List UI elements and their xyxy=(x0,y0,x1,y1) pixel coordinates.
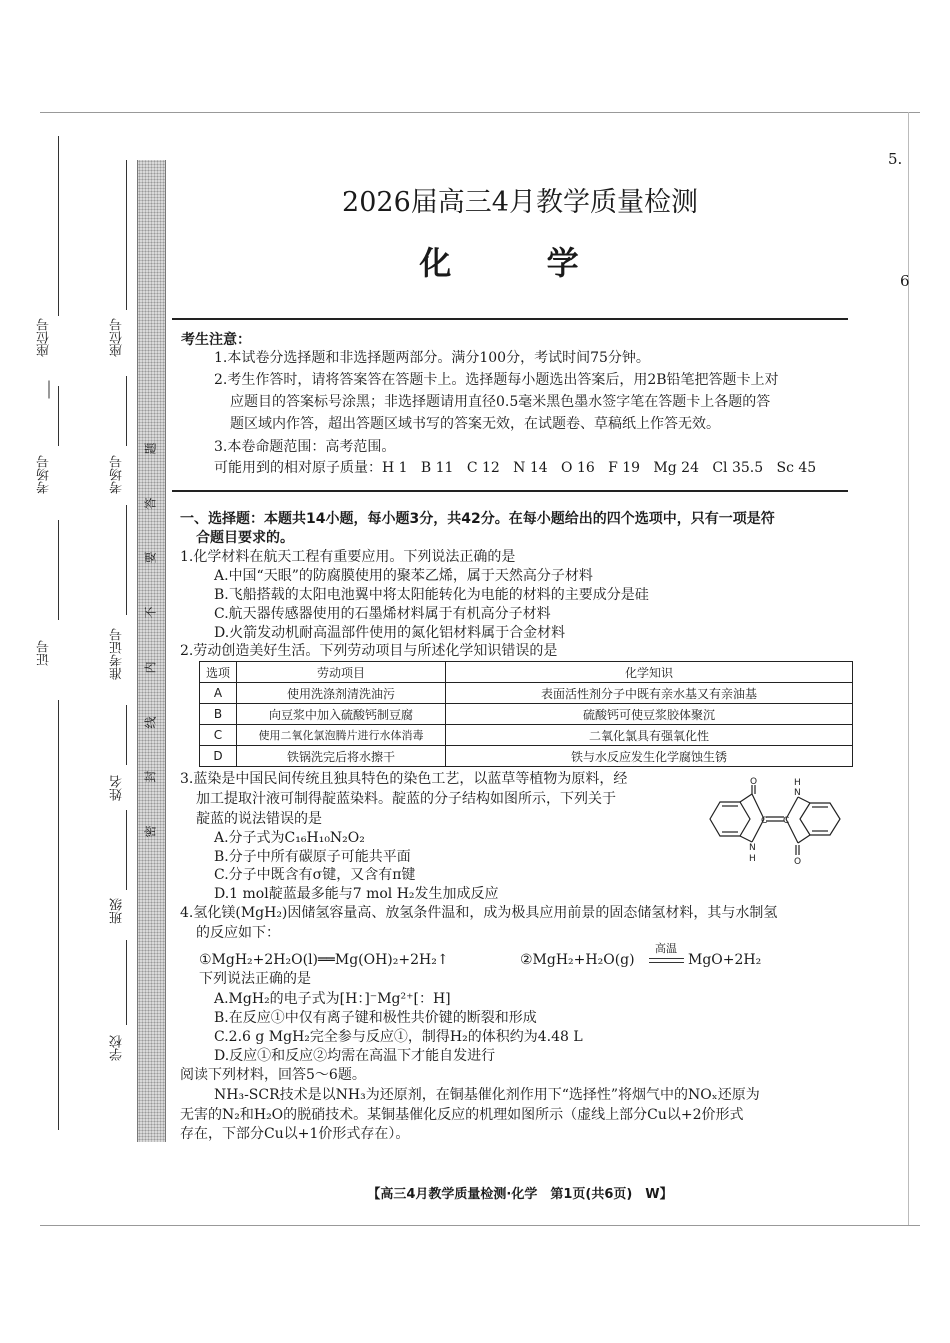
atom-label: N xyxy=(794,788,801,798)
class-label: 班级 xyxy=(110,898,125,924)
table-header: 选项 xyxy=(200,662,237,683)
seal-char: 不 xyxy=(143,606,158,619)
q4-reaction-1: ①MgH₂+2H₂O(l)══Mg(OH)₂+2H₂↑ xyxy=(199,952,449,968)
section-heading: 一、选择题：本题共14小题，每小题3分，共42分。在每小题给出的四个选项中，只有一项是符 xyxy=(180,511,775,527)
notice-item: 3.本卷命题范围：高考范围。 xyxy=(214,439,396,455)
atom-label: H xyxy=(749,854,756,864)
table-header: 化学知识 xyxy=(446,662,853,683)
table-row xyxy=(200,704,853,725)
seal-char: 线 xyxy=(143,716,158,729)
indigo-structure xyxy=(700,775,850,870)
q4-option-c[interactable]: C.2.6 g MgH₂完全参与反应①，制得H₂的体积约为4.48 L xyxy=(214,1029,583,1045)
table-cell: A xyxy=(200,683,237,704)
seal-char: 封 xyxy=(143,770,158,783)
notice-item: 题区域内作答，超出答题区域书写的答案无效，在试题卷、草稿纸上作答无效。 xyxy=(230,416,720,432)
reading-paragraph: 无害的N₂和H₂O的脱硝技术。某铜基催化反应的机理如图所示（虚线上部分Cu以+2价形式 xyxy=(180,1107,744,1123)
seal-text xyxy=(137,440,164,840)
seal-char: 密 xyxy=(143,825,158,838)
seat-field-outer[interactable] xyxy=(58,136,59,316)
q1-option-a[interactable]: A.中国“天眼”的防腐膜使用的聚苯乙烯，属于天然高分子材料 xyxy=(214,568,593,584)
q4-option-d[interactable]: D.反应①和反应②均需在高温下才能自发进行 xyxy=(214,1048,496,1064)
q3-option-b[interactable]: B.分子中所有碳原子可能共平面 xyxy=(214,849,411,865)
admission-field[interactable] xyxy=(126,505,127,615)
notice-rule xyxy=(172,490,848,492)
atom-label: C xyxy=(783,816,790,826)
table-row xyxy=(200,683,853,704)
q3-stem-3: 靛蓝的说法错误的是 xyxy=(196,811,322,827)
seat-label-outer: 座位号 xyxy=(37,318,52,357)
q4-condition: 高温 xyxy=(655,942,677,955)
table-cell: 向豆浆中加入硫酸钙制豆腐 xyxy=(237,704,446,725)
name-field-outer[interactable] xyxy=(58,700,59,1130)
seat-label-inner: 座位号 xyxy=(110,318,125,357)
seal-char: 内 xyxy=(143,661,158,674)
bottom-edge xyxy=(40,1225,920,1226)
seat-line-outer[interactable] xyxy=(49,381,50,399)
id-label-outer: 证号 xyxy=(37,640,52,666)
exam-room-label-inner: 考场号 xyxy=(110,455,125,494)
q2-stem: 2.劳动创造美好生活。下列劳动项目与所述化学知识错误的是 xyxy=(180,643,558,659)
page-footer: 【高三4月教学质量检测·化学 第1页(共6页) W】 xyxy=(367,1187,673,1202)
corner-mark-5: 5. xyxy=(888,150,903,168)
right-benzene-ring xyxy=(800,803,840,835)
corner-mark-6: 6 xyxy=(900,272,910,290)
school-field[interactable] xyxy=(126,940,127,1025)
q1-option-d[interactable]: D.火箭发动机耐高温部件使用的氮化铝材料属于合金材料 xyxy=(214,625,566,641)
id-field-outer[interactable] xyxy=(58,520,59,620)
q1-option-c[interactable]: C.航天器传感器使用的石墨烯材料属于有机高分子材料 xyxy=(214,606,551,622)
section-heading-cont: 合题目要求的。 xyxy=(196,530,294,546)
notice-item: 2.考生作答时，请将答案答在答题卡上。选择题每小题选出答案后，用2B铅笔把答题卡上对 xyxy=(214,372,779,388)
notice-heading: 考生注意： xyxy=(181,332,251,348)
seal-char: 题 xyxy=(143,442,158,455)
table-cell: 铁锅洗完后将水擦干 xyxy=(237,746,446,767)
exam-room-field-inner[interactable] xyxy=(126,376,127,446)
reading-paragraph: NH₃-SCR技术是以NH₃为还原剂，在铜基催化剂作用下“选择性”将烟气中的NOₓ还原为 xyxy=(214,1087,760,1103)
name-field[interactable] xyxy=(126,705,127,765)
exam-room-field-outer[interactable] xyxy=(58,386,59,446)
q3-option-d[interactable]: D.1 mol靛蓝最多能与7 mol H₂发生加成反应 xyxy=(214,886,499,902)
notice-item: 1.本试卷分选择题和非选择题两部分。满分100分，考试时间75分钟。 xyxy=(214,350,650,366)
atom-label: N xyxy=(749,843,756,853)
seal-char: 答 xyxy=(143,497,158,510)
q4-equals-bottom xyxy=(649,962,684,963)
seat-field-inner[interactable] xyxy=(126,160,127,310)
reading-intro: 阅读下列材料，回答5～6题。 xyxy=(180,1067,366,1083)
table-cell: D xyxy=(200,746,237,767)
q3-stem-1: 3.蓝染是中国民间传统且独具特色的染色工艺，以蓝草等植物为原料，经 xyxy=(180,771,628,787)
exam-room-label-outer: 考场号 xyxy=(37,455,52,494)
table-cell: B xyxy=(200,704,237,725)
table-cell: 二氧化氯具有强氧化性 xyxy=(446,725,853,746)
q2-table xyxy=(199,661,853,767)
table-cell: 使用洗涤剂清洗油污 xyxy=(237,683,446,704)
reading-paragraph: 存在，下部分Cu以+1价形式存在）。 xyxy=(180,1126,410,1142)
school-label: 学校 xyxy=(110,1035,125,1061)
admission-label: 准考证号 xyxy=(110,628,125,680)
table-cell: 表面活性剂分子中既有亲水基又有亲油基 xyxy=(446,683,853,704)
table-row xyxy=(200,746,853,767)
table-header: 劳动项目 xyxy=(237,662,446,683)
q4-stem-2: 的反应如下： xyxy=(196,925,280,941)
q4-ask: 下列说法正确的是 xyxy=(199,971,311,987)
table-cell: C xyxy=(200,725,237,746)
q3-stem-2: 加工提取汁液可制得靛蓝染料。靛蓝的分子结构如图所示，下列关于 xyxy=(196,791,616,807)
q4-option-b[interactable]: B.在反应①中仅有离子键和极性共价键的断裂和形成 xyxy=(214,1010,537,1026)
table-row xyxy=(200,725,853,746)
seal-char: 要 xyxy=(143,551,158,564)
q4-equals-top xyxy=(649,958,684,959)
q4-option-a[interactable]: A.MgH₂的电子式为[H：]⁻Mg²⁺[：H] xyxy=(214,991,451,1007)
table-cell: 使用二氧化氯泡腾片进行水体消毒 xyxy=(237,725,446,746)
exam-title: 2026届高三4月教学质量检测 xyxy=(342,187,698,218)
atomic-masses: 可能用到的相对原子质量：H 1 B 11 C 12 N 14 O 16 F 19 Mg 24 Cl 35.5 Sc 45 xyxy=(214,460,817,476)
atom-label: O xyxy=(750,777,758,787)
q3-option-c[interactable]: C.分子中既含有σ键，又含有π键 xyxy=(214,867,416,883)
left-benzene-ring xyxy=(710,802,750,836)
q1-stem: 1.化学材料在航天工程有重要应用。下列说法正确的是 xyxy=(180,549,516,565)
header-rule xyxy=(172,318,848,320)
atom-label: H xyxy=(794,778,801,788)
q4-reaction-2b: MgO+2H₂ xyxy=(688,952,762,968)
q4-stem-1: 4.氢化镁(MgH₂)因储氢容量高、放氢条件温和，成为极具应用前景的固态储氢材料，其与水制氢 xyxy=(180,905,778,921)
table-header-row xyxy=(200,662,853,683)
top-edge xyxy=(40,112,920,113)
class-field[interactable] xyxy=(126,810,127,890)
table-cell: 硫酸钙可使豆浆胶体聚沉 xyxy=(446,704,853,725)
q1-option-b[interactable]: B.飞船搭载的太阳电池翼中将太阳能转化为电能的材料的主要成分是硅 xyxy=(214,587,649,603)
atom-label: O xyxy=(794,857,802,867)
q4-reaction-2a: ②MgH₂+H₂O(g) xyxy=(520,952,635,968)
notice-item: 应题目的答案标号涂黑；非选择题请用直径0.5毫米黑色墨水签字笔在答题卡上各题的答 xyxy=(230,394,771,410)
name-label: 姓名 xyxy=(110,775,125,801)
subject-title: 化 学 xyxy=(419,244,621,282)
atom-label: C xyxy=(761,816,768,826)
q3-option-a[interactable]: A.分子式为C₁₆H₁₀N₂O₂ xyxy=(214,830,365,846)
table-cell: 铁与水反应发生化学腐蚀生锈 xyxy=(446,746,853,767)
